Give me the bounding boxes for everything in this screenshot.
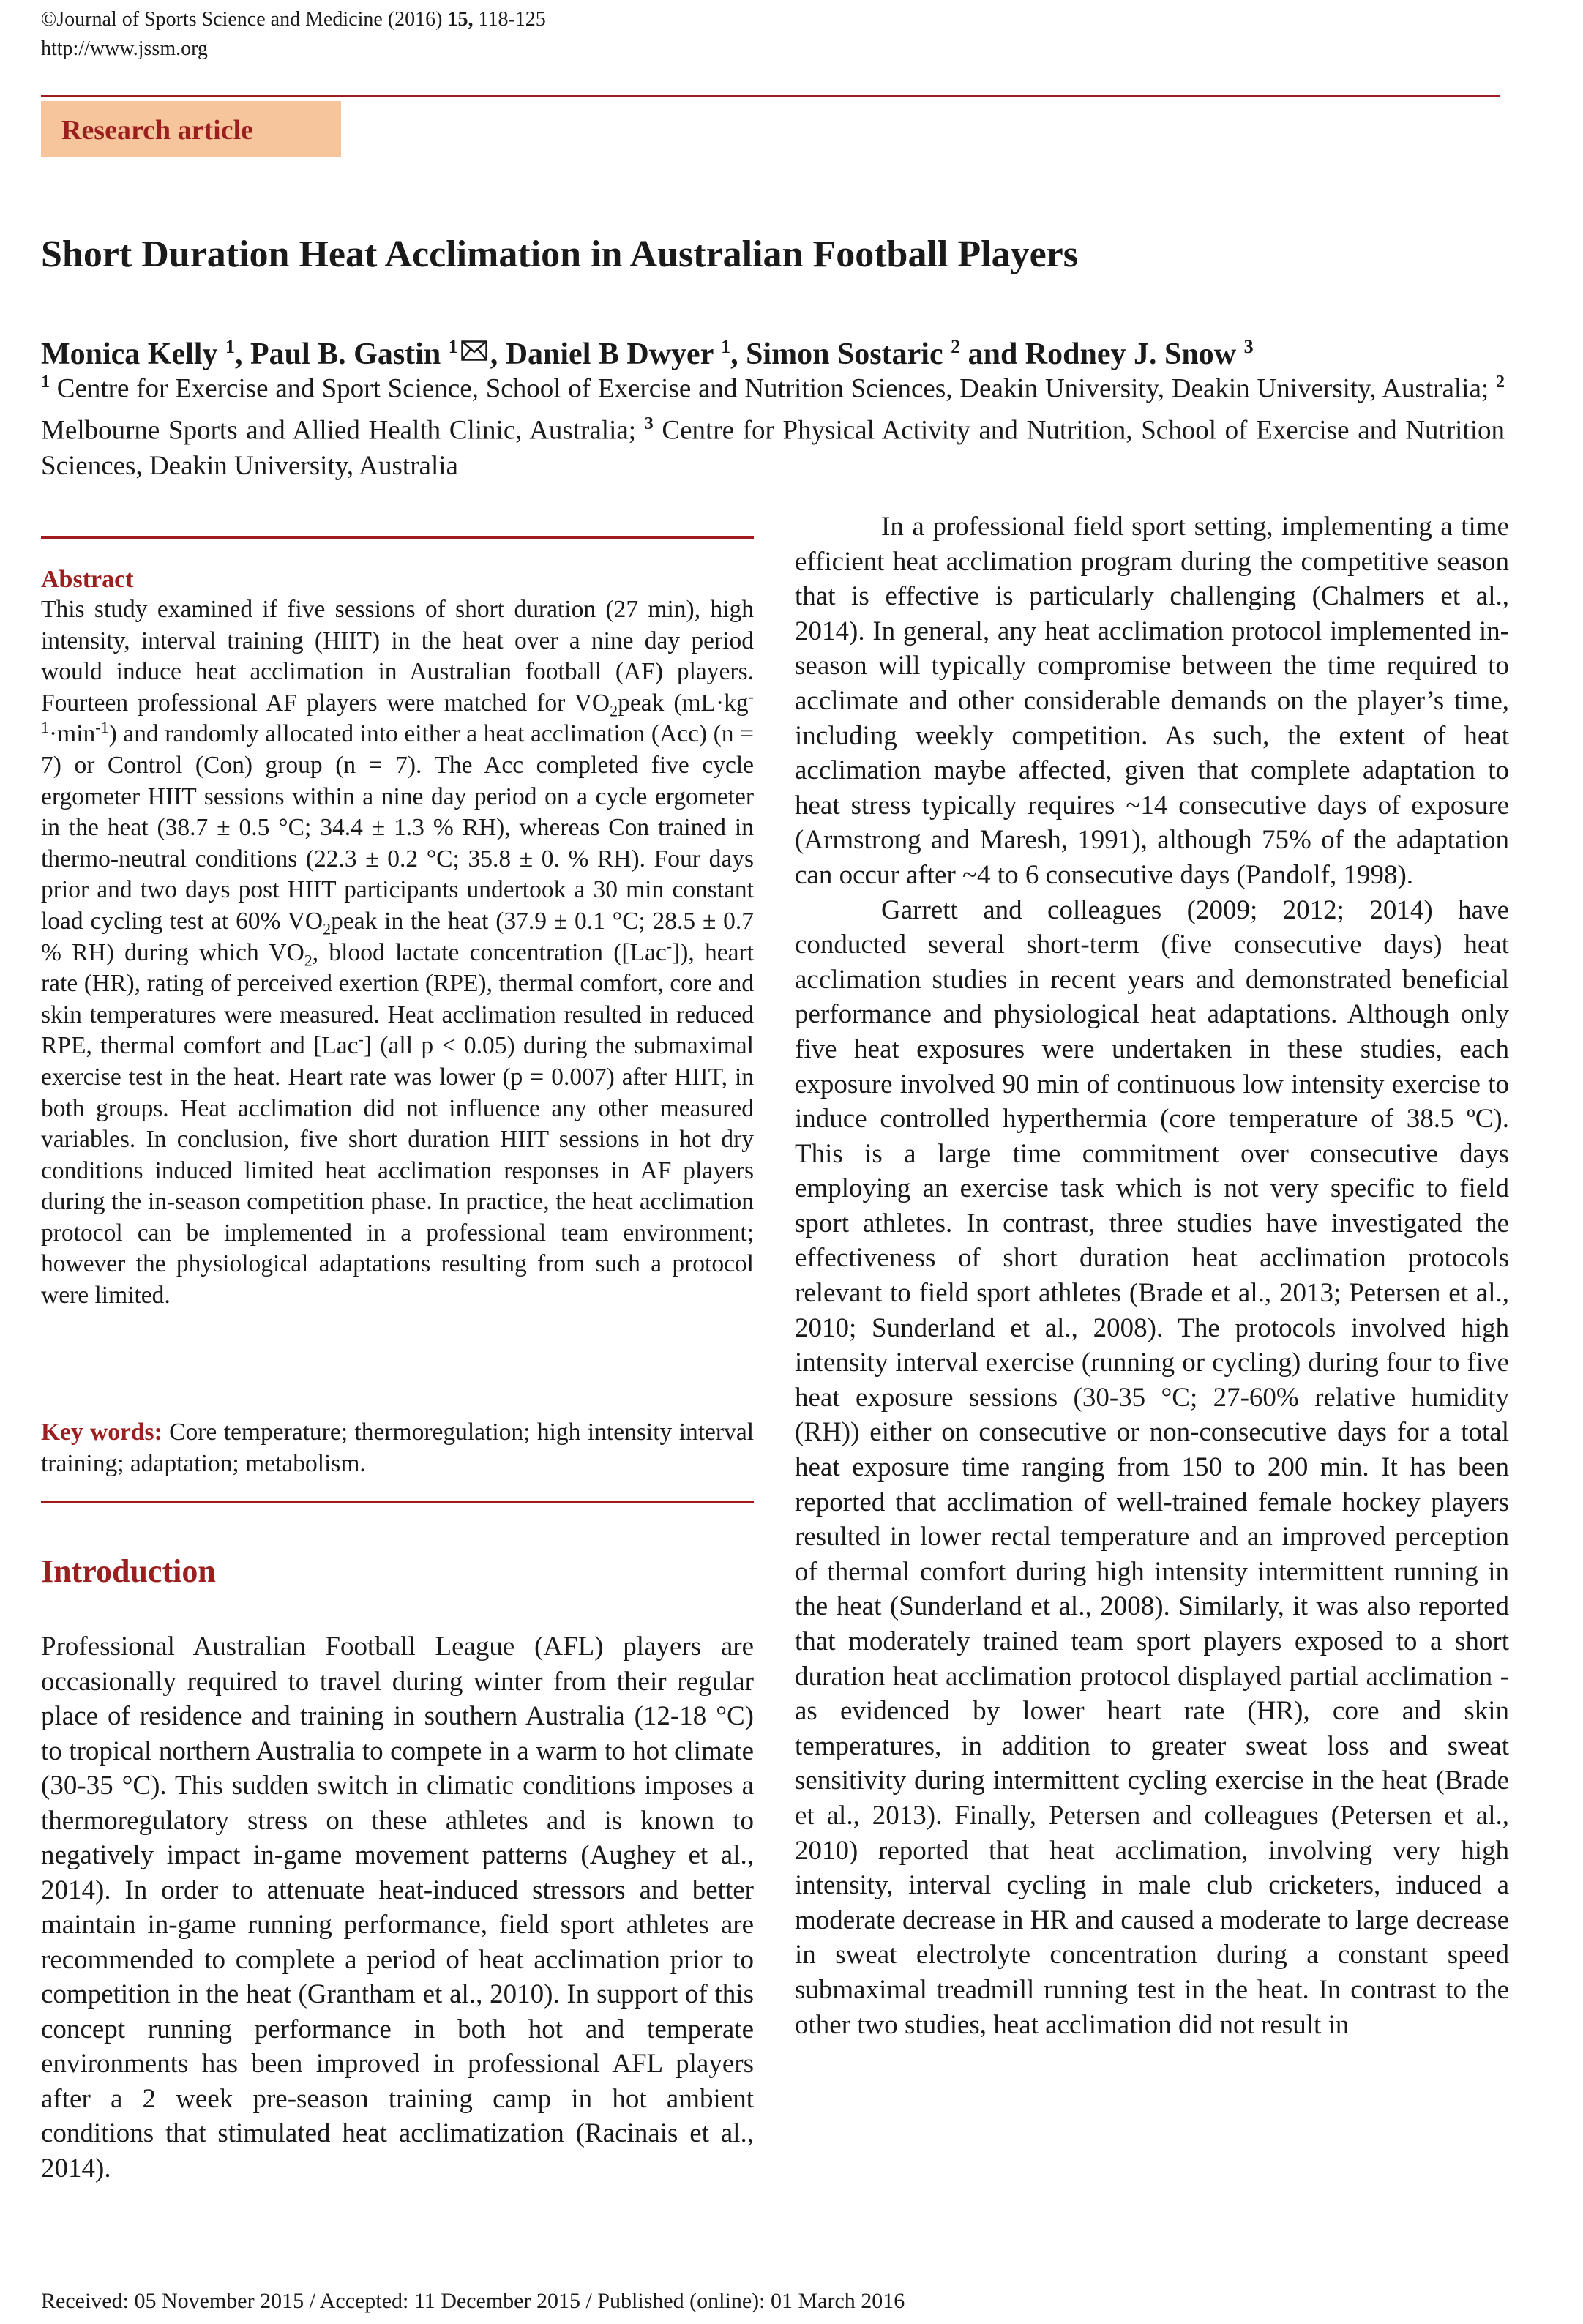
- article-type-badge: [41, 101, 341, 157]
- author-name: , Daniel B Dwyer: [490, 337, 722, 371]
- keywords: [41, 1417, 754, 1479]
- paragraph: In a professional field sport setting, implementing a time efficient heat acclimation program during the competitive season that is effective is particularly challenging (Chalmers et al., 2014). In general, any heat acclimation protocol implemented in-season will typically compromise between the time required to acclimate and other considerable demands on the player’s time, including weekly competition. As such, the extent of heat acclimation maybe affected, given that complete adaptation to heat stress typically requires ~14 consecutive days of exposure (Armstrong and Maresh, 1991), although 75% of the adaptation can occur after ~4 to 6 consecutive days (Pandolf, 1998).: [795, 512, 1509, 890]
- superscript: -: [666, 936, 673, 955]
- author-name: , Paul B. Gastin: [234, 337, 449, 371]
- abstract-text: This study examined if five sessions of short duration (27 min), high intensity, interval training (HIIT) in the heat over a nine day period would induce heat acclimation in Australian football (AF) players. Fourteen professional AF players were matched for VO: [41, 596, 754, 717]
- abstract-top-rule: [41, 536, 754, 539]
- affiliation-text: Centre for Exercise and Sport Science, School of Exercise and Nutrition Sciences, Deakin University, Deakin University, Australia;: [50, 373, 1496, 404]
- abstract-body: [41, 594, 754, 1312]
- author-name: , Simon Sostaric: [730, 337, 951, 371]
- keywords-label: Key words:: [41, 1419, 162, 1446]
- publication-dates: Received: 05 November 2015 / Accepted: 11 December 2015 / Published (online): 01 March 2016: [41, 2289, 905, 2313]
- abstract-text: ]), heart rate (HR), rating of perceived exertion (RPE), thermal comfort, core and skin temperatures were measured. Heat acclimation resulted in reduced RPE, thermal comfort and [Lac: [41, 938, 754, 1060]
- header-rule: [41, 95, 1500, 97]
- superscript: -: [358, 1030, 364, 1049]
- article-title: Short Duration Heat Acclimation in Australian Football Players: [41, 233, 1078, 275]
- abstract-heading: Abstract: [41, 566, 134, 593]
- author-affiliation-mark: 1: [448, 336, 458, 357]
- right-column-body: [795, 509, 1509, 2042]
- author-affiliation-mark: 3: [1243, 336, 1254, 357]
- paragraph: Garrett and colleagues (2009; 2012; 2014) have conducted several short-term (five consecutive days) heat acclimation studies in recent years and demonstrated beneficial performance and physiological heat adaptations. Although only five heat exposures were undertaken in these studies, each exposure involved 90 min of continuous low intensity exercise to induce controlled hyperthermia (core temperature of 38.5 ºC). This is a large time commitment over consecutive days employing an exercise task which is not very specific to field sport athletes. In contrast, three studies have investigated the effectiveness of short duration heat acclimation protocols relevant to field sport athletes (Brade et al., 2013; Petersen et al., 2010; Sunderland et al., 2008). The protocols involved high intensity interval exercise (running or cycling) during four to five heat exposure sessions (30-35 °C; 27-60% relative humidity (RH)) either on consecutive or non-consecutive days for a total heat exposure time ranging from 150 to 200 min. It has been reported that acclimation of well-trained female hockey players resulted in lower rectal temperature and an improved perception of thermal comfort during high intensity intermittent running in the heat (Sunderland et al., 2008). Similarly, it was also reported that moderately trained team sport players exposed to a short duration heat acclimation protocol displayed partial acclimation - as evidenced by lower heart rate (HR), core and skin temperatures, in addition to greater sweat loss and sweat sensitivity during intermittent cycling exercise in the heat (Brade et al., 2013). Finally, Petersen and colleagues (Petersen et al., 2010) reported that heat acclimation, involving very high intensity, interval cycling in male club cricketers, induced a moderate decrease in HR and caused a moderate to large decrease in sweat electrolyte concentration during a constant speed submaximal treadmill running test in the heat. In contrast to the other two studies, heat acclimation did not result in: [795, 894, 1509, 2040]
- affiliation-text: Melbourne Sports and Allied Health Clinic, Australia;: [41, 415, 645, 446]
- subscript: 2: [610, 701, 618, 720]
- abstract-text: , blood lactate concentration ([Lac: [312, 938, 667, 966]
- introduction-body: [41, 1629, 754, 2186]
- journal-name: ©Journal of Sports Science and Medicine (2016): [41, 8, 448, 31]
- author-affiliation-mark: 1: [721, 336, 731, 357]
- subscript: 2: [304, 951, 313, 970]
- affiliation-text: Centre for Physical Activity and Nutrition, School of Exercise and Nutrition Sciences, Deakin University, Australia: [41, 415, 1505, 481]
- paragraph: Professional Australian Football League (AFL) players are occasionally required to travel during winter from their regular place of residence and training in southern Australia (12-18 °C) to tropical northern Australia to compete in a warm to hot climate (30-35 °C). This sudden switch in climatic conditions imposes a thermoregulatory stress on these athletes and is known to negatively impact in-game movement patterns (Aughey et al., 2014). In order to attenuate heat-induced stressors and better maintain in-game running performance, field sport athletes are recommended to complete a period of heat acclimation prior to competition in the heat (Grantham et al., 2010). In support of this concept running performance in both hot and temperate environments has been improved in professional AFL players after a 2 week pre-season training camp in hot ambient conditions that stimulated heat acclimatization (Racinais et al., 2014).: [41, 1632, 754, 2183]
- affiliations: [41, 365, 1505, 484]
- abstract-bottom-rule: [41, 1501, 754, 1503]
- affiliation-mark: 2: [1496, 373, 1505, 392]
- article-type-label: Research article: [61, 115, 254, 146]
- keywords-text: Core temperature; thermoregulation; high intensity interval training; adaptation; metabolism.: [41, 1419, 755, 1477]
- author-affiliation-mark: 1: [225, 336, 235, 357]
- envelope-icon[interactable]: [461, 340, 487, 361]
- abstract-text: peak (mL·kg: [618, 689, 749, 717]
- author-name: Monica Kelly: [41, 337, 225, 371]
- author-affiliation-mark: 2: [951, 336, 961, 357]
- abstract-text: ] (all p < 0.05) during the submaximal exercise test in the heat. Heart rate was lower (p = 0.007) after HIIT, in both groups. Heat acclimation did not influence any other measured variables. In conclusion, five short duration HIIT sessions in hot dry conditions induced limited heat acclimation responses in AF players during the in-season competition phase. In practice, the heat acclimation protocol can be implemented in a professional team environment; however the physiological adaptations resulting from such a protocol were limited.: [41, 1032, 754, 1309]
- abstract-text: peak in the heat (37.9 ± 0.1 °C; 28.5 ± 0.7 % RH) during which VO: [41, 907, 754, 966]
- journal-volume: 15,: [447, 8, 474, 31]
- superscript: -1: [95, 718, 109, 737]
- journal-pages: 118-125: [473, 8, 546, 31]
- abstract-text: ·min: [49, 720, 96, 748]
- author-name: and Rodney J. Snow: [960, 337, 1244, 371]
- journal-citation: [41, 7, 546, 32]
- subscript: 2: [323, 919, 332, 938]
- affiliation-mark: 3: [644, 414, 654, 434]
- superscript: -1: [41, 687, 754, 737]
- abstract-text: ) and randomly allocated into either a heat acclimation (Acc) (n = 7) or Control (Con) group (n = 7). The Acc completed five cycle ergometer HIIT sessions within a nine day period on a cycle ergometer in the heat (38.7 ± 0.5 °C; 34.4 ± 1.3 % RH), whereas Con trained in thermo-neutral conditions (22.3 ± 0.2 °C; 35.8 ± 0. % RH). Four days prior and two days post HIIT participants undertook a 30 min constant load cycling test at 60% VO: [41, 720, 754, 935]
- journal-url[interactable]: http://www.jssm.org: [41, 37, 208, 60]
- introduction-heading: Introduction: [41, 1553, 216, 1589]
- affiliation-mark: 1: [41, 373, 50, 392]
